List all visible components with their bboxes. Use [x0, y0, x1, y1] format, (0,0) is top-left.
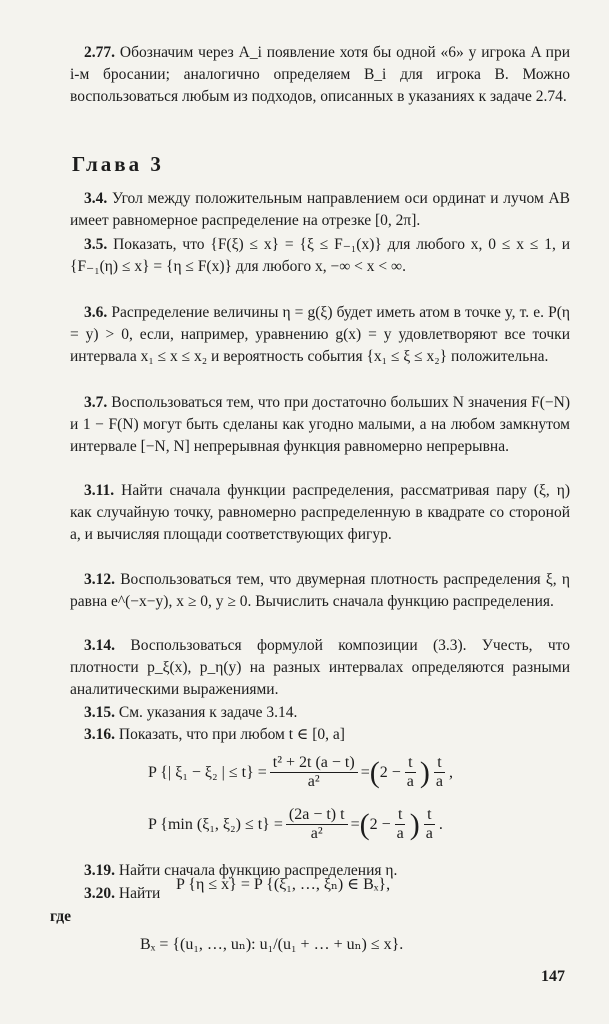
eq1-denominator-2: a: [406, 773, 414, 790]
paragraph-3-11: [70, 480, 570, 546]
item-text: Обозначим через A_i появление хотя бы одной «6» у игрока A при i-м бросании; аналогично определяем B_i для игрока B. Можно воспользоваться любым из подходов, описанных в указаниях к задаче 2.74.: [70, 44, 571, 105]
eq2-lhs: P {min (ξ₁, ξ₂) ≤ t} =: [148, 815, 283, 833]
item-text: Воспользоваться тем, что двумерная плотность распределения ξ, η равна e^(−x−y), x ≥ 0, y ≥ 0. Вычислить сначала функцию распределения.: [70, 571, 570, 610]
eq2-fraction-3: [423, 806, 436, 843]
item-text: Найти: [118, 885, 161, 902]
eq1-fraction: [270, 754, 358, 791]
item-text: Показать, что {F(ξ) ≤ x} = {ξ ≤ F₋₁(x)} для любого x, 0 ≤ x ≤ 1, и {F₋₁(η) ≤ x} = {η ≤ F(x)} для любого x, −∞ < x < ∞.: [70, 236, 570, 275]
item-text: Показать, что при любом t ∈ [0, a]: [118, 726, 345, 743]
item-number: 3.14.: [84, 637, 115, 654]
eq2-equals: =: [350, 815, 360, 833]
item-text: Распределение величины η = g(ξ) будет иметь атом в точке y, т. е. P(η = y) > 0, если, например, уравнению g(x) = y удовлетворяют все точки интервала x₁ ≤ x ≤ x₂ и вероятность события {x₁ ≤ ξ ≤ x₂} положительна.: [70, 304, 571, 365]
eq1-fraction-3: [433, 754, 446, 791]
eq1-denominator: a²: [307, 773, 320, 790]
eq1-end: ,: [448, 763, 453, 781]
eq1-fraction-2: [404, 754, 417, 791]
paragraph-3-14: [70, 635, 570, 701]
item-number: 3.5.: [84, 236, 108, 253]
item-number: 2.77.: [84, 44, 115, 61]
item-number: 3.6.: [84, 304, 108, 321]
item-number: 3.4.: [84, 190, 108, 207]
eq1-numerator-2: t: [405, 754, 415, 773]
paragraph-3-4: [70, 188, 570, 232]
item-number: 3.19.: [84, 862, 115, 879]
eq2-numerator: (2a − t) t: [286, 806, 348, 825]
paragraph-3-16: [70, 724, 570, 746]
eq1-numerator: t² + 2t (a − t): [270, 754, 358, 773]
item-number: 3.7.: [84, 394, 108, 411]
item-text: Воспользоваться формулой композиции (3.3). Учесть, что плотности p_ξ(x), p_η(y) на разных интервалах определяются разными аналитическими выражениями.: [70, 637, 570, 698]
eq1-paren-lhs: 2 −: [379, 763, 401, 781]
paragraph-3-7: [70, 392, 570, 458]
paragraph-2-77: [70, 42, 570, 108]
equation-2: P {min (ξ₁, ξ₂) ≤ t} = $\frac{(2a - t) t}{\text{a²}}$ = ( 2 − $\frac{t}{a}$ ) $\frac{t}{a}$ .: [148, 806, 443, 842]
eq2-end: .: [438, 815, 443, 833]
item-number: 3.12.: [84, 571, 115, 588]
paragraph-3-6: [70, 302, 570, 368]
page-number: 147: [541, 968, 565, 985]
item-number: 3.16.: [84, 726, 115, 743]
eq1-denominator-3: a: [435, 773, 443, 790]
item-number: 3.11.: [84, 482, 115, 499]
item-text: Найти сначала функции распределения, рассматривая пару (ξ, η) как случайную точку, равномерно распределенную в квадрате со стороной a, и вычисляя площади соответствующих фигур.: [70, 482, 570, 543]
eq1-numerator-3: t: [434, 754, 444, 773]
eq2-numerator-2: t: [395, 806, 405, 825]
eq1-lhs: P {| ξ₁ − ξ₂ | ≤ t} =: [148, 763, 267, 781]
paragraph-3-12: [70, 569, 570, 613]
equation-3-text: P {η ≤ x} = P {(ξ₁, …, ξₙ) ∈ Bₓ},: [176, 876, 391, 893]
eq2-denominator-2: a: [396, 825, 404, 842]
item-text: См. указания к задаче 3.14.: [118, 704, 298, 721]
item-text: Найти сначала функцию распределения η.: [118, 862, 398, 879]
eq2-denominator-3: a: [425, 825, 433, 842]
equation-4: Bₓ = {(u₁, …, uₙ): u₁/(u₁ + … + uₙ) ≤ x}.: [140, 936, 404, 953]
eq2-numerator-3: t: [424, 806, 434, 825]
item-number: 3.20.: [84, 885, 115, 902]
eq1-equals: =: [360, 763, 370, 781]
eq2-fraction-2: [394, 806, 407, 843]
equation-1: P {| ξ₁ − ξ₂ | ≤ t} = $\frac{\text{t² + 2t (a − t)}}{\text{a²}}$ = ( 2 − $\frac{t}{a}$ ) $\frac{t}{a}$ ,: [148, 754, 453, 790]
eq2-paren-lhs: 2 −: [369, 815, 391, 833]
chapter-heading: Глава 3: [72, 152, 164, 176]
item-text: Угол между положительным направлением оси ординат и лучом AB имеет равномерное распределение на отрезке [0, 2π].: [70, 190, 570, 229]
eq2-denominator: a²: [310, 825, 323, 842]
item-number: 3.15.: [84, 704, 115, 721]
paragraph-3-15: [70, 702, 570, 724]
item-text: Воспользоваться тем, что при достаточно больших N значения F(−N) и 1 − F(N) могут быть сделаны как угодно малыми, а на любом замкнутом интервале [−N, N] непрерывная функция равномерно непрерывна.: [70, 394, 570, 455]
eq2-fraction: [286, 806, 348, 843]
paragraph-3-5: [70, 234, 570, 278]
gde-word: где: [50, 908, 71, 925]
